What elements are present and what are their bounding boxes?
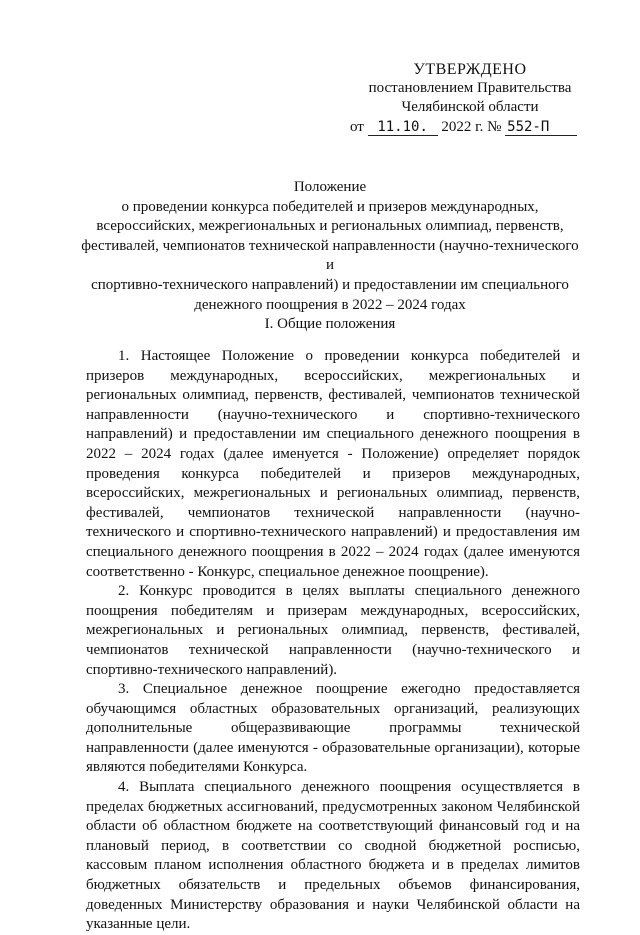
handwritten-number: 552-П [505, 120, 577, 136]
title-line-6: денежного поощрения в 2022 – 2024 годах [194, 296, 466, 313]
title-line-5: спортивно-технического направлений) и предоставлении им специального [91, 276, 569, 293]
paragraph-3: 3. Специальное денежное поощрение ежегодно предоставляется обучающимся областных образовательных организаций, реализующих дополнительные общеразвивающие программы технической направленности (далее именуются - образовательные организации), которые являются победителями Конкурса. [86, 681, 580, 776]
document-title [80, 178, 580, 315]
approval-date-number-line [350, 118, 590, 137]
paragraph-2: 2. Конкурс проводится в целях выплаты специального денежного поощрения победителям и призерам международных, всероссийских, межрегиональных и региональных олимпиад, первенств, фестивалей, чемпионатов технической направленности (научно-технического и спортивно-технического направлений). [86, 583, 580, 678]
title-line-3: всероссийских, межрегиональных и региональных олимпиад, первенств, [96, 218, 564, 235]
title-line-2: о проведении конкурса победителей и призеров международных, [121, 198, 539, 215]
paragraph-1: 1. Настоящее Положение о проведении конкурса победителей и призеров международных, всероссийских, межрегиональных и региональных олимпиад, первенств, фестивалей, чемпионатов технической направленности (научно-технического и спортивно-технического направлений) и предоставлении им специального денежного поощрения в 2022 – 2024 годах (далее именуется - Положение) определяет порядок проведения конкурса победителей и призеров международных, всероссийских, межрегиональных и региональных олимпиад, первенств, фестивалей, чемпионатов технической направленности (научно-технического и спортивно-технического направлений) и предоставления им специального денежного поощрения в 2022 – 2024 годах (далее именуются соответственно - Конкурс, специальное денежное поощрение). [86, 348, 580, 580]
handwritten-date: 11.10. [368, 120, 438, 136]
approval-prefix: от [350, 119, 364, 135]
approval-heading: УТВЕРЖДЕНО [413, 61, 527, 78]
section-heading: I. Общие положения [264, 316, 396, 332]
title-line-4: фестивалей, чемпионатов технической направленности (научно-технического и [81, 237, 579, 274]
paragraph-4: 4. Выплата специального денежного поощрения осуществляется в пределах бюджетных ассигнований, предусмотренных законом Челябинской области об областном бюджете на соответствующий финансовый год и на плановый период, в соответствии со сводной бюджетной росписью, кассовым планом исполнения областного бюджета и в пределах лимитов бюджетных обязательств и предельных объемов финансирования, доведенных Министерству образования и науки Челябинской области на указанные цели. [86, 779, 580, 933]
approval-block [350, 60, 590, 137]
approval-line-1: постановлением Правительства [368, 80, 572, 96]
approval-year-text: 2022 г. № [441, 119, 502, 135]
title-line-1: Положение [293, 179, 367, 195]
approval-line-2: Челябинской области [401, 99, 539, 115]
document-body [86, 347, 580, 935]
